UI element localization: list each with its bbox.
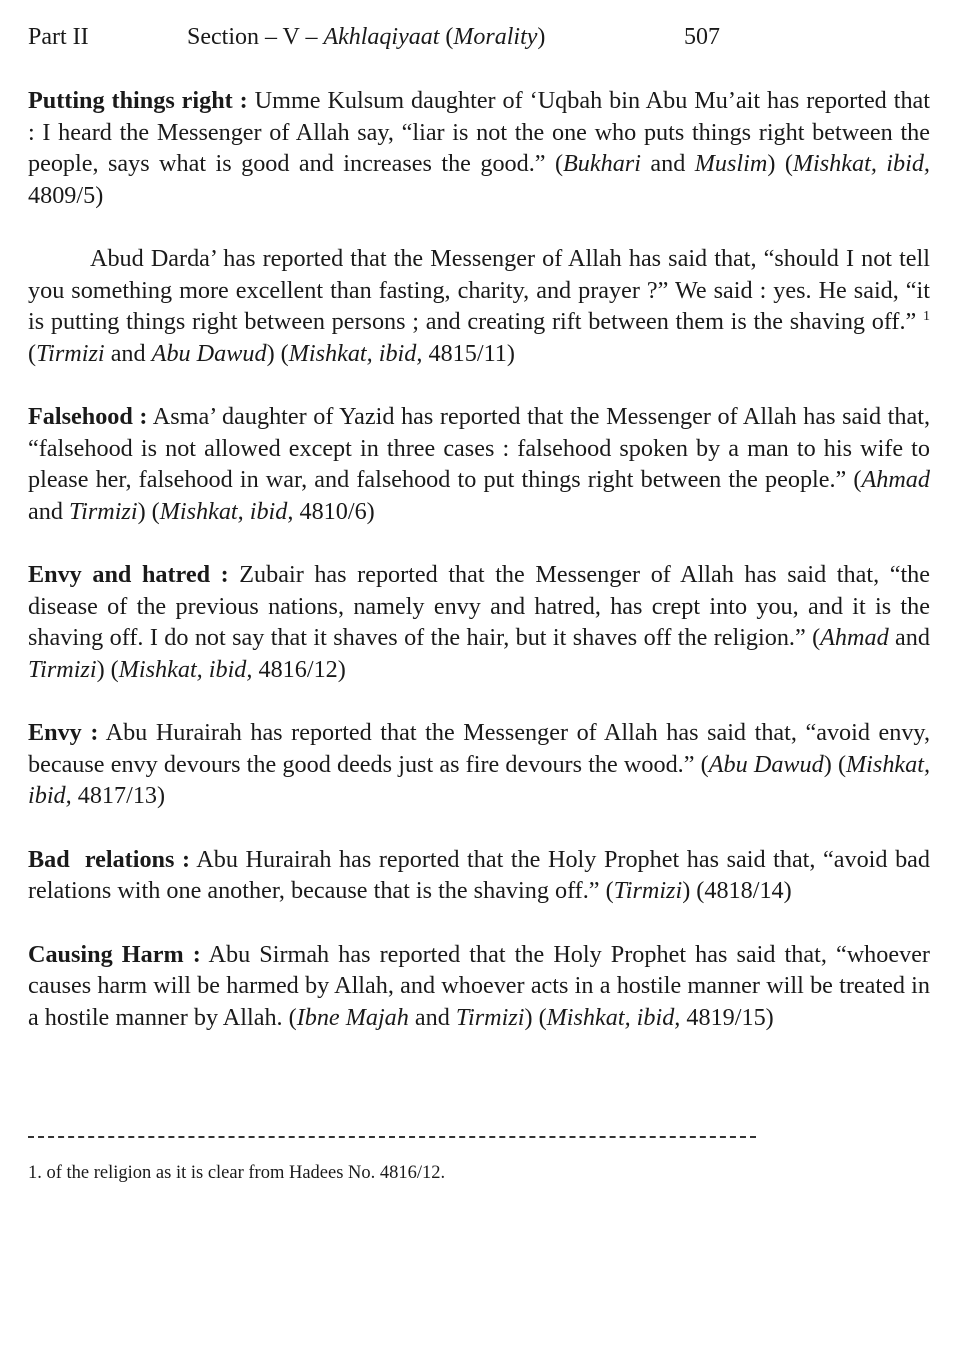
citation-source: Tirmizi [455, 1003, 525, 1031]
footnote-separator [28, 1136, 756, 1138]
paragraph-putting-things-right [28, 85, 930, 211]
citation-joiner: ) ( [266, 339, 289, 367]
section-name: Akhlaqiyaat [323, 24, 440, 50]
citation-source: Tirmizi [28, 655, 97, 683]
paragraph-heading: Envy : [28, 719, 99, 746]
citation-reference: Mishkat, ibid, [118, 655, 253, 683]
paragraph-text: Abu Hurairah has reported that the Messenger of Allah has said that, “avoid envy, because envy devours the good deeds just as fire devours the wood.” ( [28, 719, 930, 778]
paragraph-text: Abu Sirmah has reported that the Holy Prophet has said that, “whoever causes harm will be harmed by Allah, and whoever acts in a hostile manner will be treated in a hostile manner by Allah. ( [28, 940, 930, 1031]
paragraph-text: Zubair has reported that the Messenger of Allah has said that, “the disease of the previous nations, namely envy and hatred, has crept into you, and it is the shaving off. I do not say that it shaves of the hair, but it shaves off the religion.” ( [28, 561, 930, 651]
citation-joiner: and [640, 150, 695, 177]
citation-source: Tirmizi [68, 497, 138, 525]
paragraph-text: Umme Kulsum daughter of ‘Uqbah bin Abu Mu’ait has reported that : I heard the Messenger of Allah say, “liar is not the one who puts things right between the people, says what is good and increases the good.” ( [28, 87, 930, 177]
paragraph-text: Abu Hurairah has reported that the Holy Prophet has said that, “avoid bad relations with one another, because that is the shaving off.” ( [28, 845, 930, 904]
part-label: Part II [28, 24, 89, 50]
citation-joiner: and [28, 497, 69, 525]
paragraph-envy-and-hatred [28, 559, 930, 685]
citation-source: Ahmad [861, 466, 930, 493]
paragraph-heading: Envy and hatred : [28, 561, 229, 588]
citation-source: Abu Dawud [708, 750, 824, 778]
citation-number: 4816/12) [252, 655, 346, 683]
citation-reference: Mishkat, ibid, [288, 339, 423, 367]
citation-source: Ibne Majah [296, 1003, 409, 1031]
footnote: 1. of the religion as it is clear from Hadees No. 4816/12. [28, 1163, 446, 1183]
citation-joiner: ) ( [767, 150, 793, 177]
page-number: 507 [684, 24, 720, 50]
citation-number: 4817/13) [71, 782, 166, 809]
paragraph-causing-harm [28, 939, 930, 1034]
citation-reference: Mishkat, ibid, [159, 497, 294, 525]
section-translation: Morality [453, 24, 538, 50]
section-paren-close: ) [537, 24, 546, 50]
running-header [28, 20, 928, 54]
citation-reference: Mishkat, ibid, [28, 750, 931, 809]
paragraph-heading: Bad relations : [28, 845, 191, 873]
citation-source: Tirmizi [613, 877, 683, 904]
paragraph-text: Abud Darda’ has reported that the Messenger of Allah has said that, “should I not tell you something more excellent than fasting, charity, and prayer ?” We said : yes. He said, “it is putting things right between persons ; and creating rift between them is the shaving off.” [28, 245, 930, 335]
citation-joiner: ) ( [96, 655, 119, 683]
citation-joiner: ) ( [524, 1003, 547, 1031]
citation-reference: Mishkat, ibid, [792, 150, 930, 177]
paragraph-falsehood [28, 401, 930, 527]
citation-number: ) (4818/14) [682, 877, 792, 904]
paragraph-heading: Falsehood : [28, 403, 148, 430]
paragraph-abud-darda [28, 243, 930, 369]
citation-joiner: ) ( [823, 750, 847, 778]
paragraph-bad-relations [28, 844, 930, 907]
section-title [187, 20, 545, 54]
citation-number: 4810/6) [293, 497, 375, 525]
citation-number: 4809/5) [28, 181, 104, 209]
citation-source: Tirmizi [36, 339, 105, 367]
section-prefix: Section – V – [187, 24, 324, 50]
paragraph-heading: Causing Harm : [28, 940, 201, 968]
citation-source: Muslim [694, 150, 768, 177]
paragraph-envy [28, 717, 930, 812]
section-paren-open: ( [439, 24, 454, 50]
footnote-marker[interactable]: 1 [923, 309, 930, 324]
citation-joiner: ) ( [137, 497, 160, 525]
citation-number: 4815/11) [422, 339, 515, 367]
citation-source: Ahmad [820, 624, 889, 651]
citation-source: Bukhari [563, 150, 641, 177]
paragraph-heading: Putting things right : [28, 87, 248, 114]
page-body [28, 85, 930, 1065]
citation-reference: Mishkat, ibid, [546, 1003, 681, 1031]
paragraph-text: Asma’ daughter of Yazid has reported that the Messenger of Allah has said that, “falsehood is not allowed except in three cases : falsehood spoken by a man to his wife to please her, falsehood in war, and falsehood to put things right between the people.” ( [28, 403, 930, 493]
citation-joiner: and [408, 1003, 456, 1031]
citation-number: 4819/15) [680, 1003, 774, 1031]
citation-joiner: and [104, 339, 152, 367]
citation-joiner: ( [28, 339, 37, 367]
citation-source: Abu Dawud [151, 339, 267, 367]
citation-joiner: and [888, 624, 930, 651]
